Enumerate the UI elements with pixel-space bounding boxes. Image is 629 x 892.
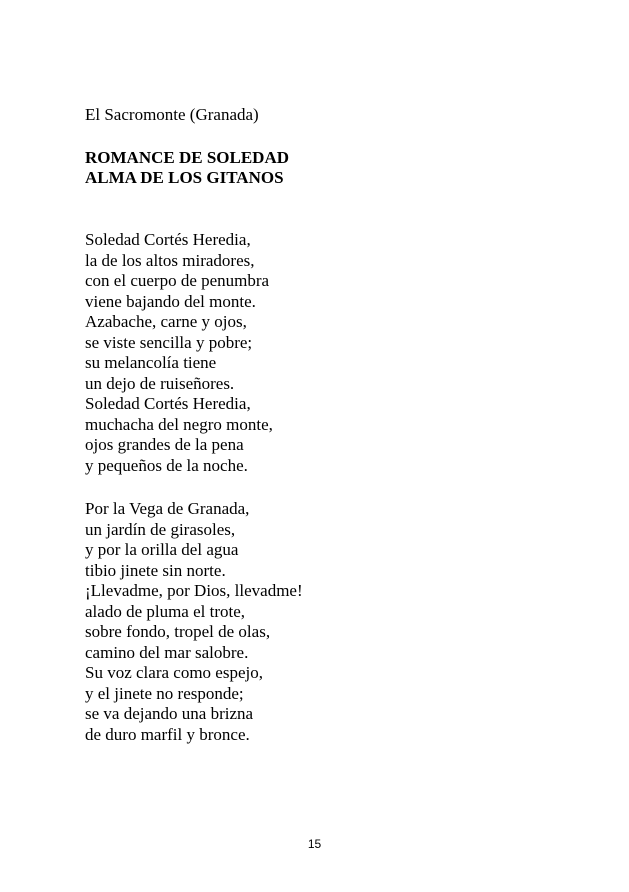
verse-line: sobre fondo, tropel de olas, bbox=[85, 622, 271, 641]
title-line: ALMA DE LOS GITANOS bbox=[85, 168, 284, 187]
verse-line: ¡Llevadme, por Dios, llevadme! bbox=[85, 581, 303, 600]
verse-line: la de los altos miradores, bbox=[85, 250, 255, 270]
verse-line: Su voz clara como espejo, bbox=[85, 663, 263, 682]
poem-title bbox=[85, 148, 289, 188]
verse-line: un jardín de girasoles, bbox=[85, 519, 236, 539]
verse-line: con el cuerpo de penumbra bbox=[85, 271, 270, 290]
verse-line: alado de pluma el trote, bbox=[85, 601, 246, 621]
verse-line: camino del mar salobre. bbox=[85, 642, 249, 662]
title-line: ROMANCE DE SOLEDAD bbox=[85, 148, 290, 167]
verse-line: y por la orilla del agua bbox=[85, 540, 239, 559]
verse-line: de duro marfil y bronce. bbox=[85, 724, 250, 744]
verse-line: se viste sencilla y pobre; bbox=[85, 332, 253, 352]
verse-line: ojos grandes de la pena bbox=[85, 435, 244, 454]
stanza-1 bbox=[85, 230, 273, 476]
verse-line: viene bajando del monte. bbox=[85, 291, 256, 311]
verse-line: su melancolía tiene bbox=[85, 353, 217, 372]
verse-line: y pequeños de la noche. bbox=[85, 455, 248, 475]
verse-line: y el jinete no responde; bbox=[85, 683, 244, 703]
verse-line: tibio jinete sin norte. bbox=[85, 560, 226, 580]
stanza-2 bbox=[85, 499, 303, 745]
verse-line: muchacha del negro monte, bbox=[85, 414, 273, 434]
verse-line: Soledad Cortés Heredia, bbox=[85, 230, 251, 249]
verse-line: un dejo de ruiseñores. bbox=[85, 373, 235, 393]
verse-line: se va dejando una brizna bbox=[85, 704, 254, 723]
verse-line: Soledad Cortés Heredia, bbox=[85, 394, 251, 413]
verse-line: Por la Vega de Granada, bbox=[85, 499, 250, 518]
location-subtitle: El Sacromonte (Granada) bbox=[85, 105, 259, 124]
page-number: 15 bbox=[307, 837, 322, 851]
verse-line: Azabache, carne y ojos, bbox=[85, 312, 247, 331]
